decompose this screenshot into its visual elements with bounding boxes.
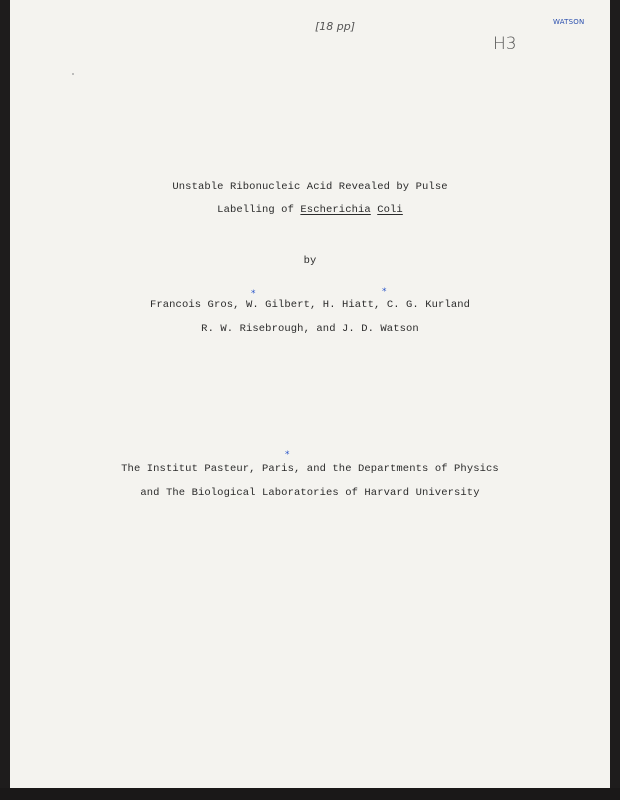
paper-title-line-1: Unstable Ribonucleic Acid Revealed by Pulse bbox=[172, 181, 448, 193]
scan-border bbox=[0, 788, 620, 800]
owner-annotation: WATSON bbox=[553, 18, 585, 26]
document-page bbox=[10, 0, 610, 788]
asterisk-mark: * bbox=[285, 450, 290, 460]
affiliation-physics: and the Departments of Physics bbox=[306, 463, 499, 475]
folder-code-annotation: H3 bbox=[493, 34, 517, 54]
title-species: Escherichia bbox=[300, 204, 371, 216]
author-kurland: C. G. Kurland bbox=[386, 299, 471, 311]
pencil-dot bbox=[72, 73, 74, 75]
authors-gilbert-hiatt: W. Gilbert, H. Hiatt, bbox=[245, 299, 381, 311]
affiliation-pasteur: The Institut Pasteur, Paris, bbox=[121, 463, 301, 475]
title-genus: Coli bbox=[377, 204, 403, 216]
asterisk-mark: * bbox=[382, 287, 387, 297]
page-count-annotation: [18 pp] bbox=[315, 20, 356, 33]
authors-line-1 bbox=[10, 299, 610, 311]
affiliation-line-2: and The Biological Laboratories of Harvard University bbox=[140, 487, 480, 499]
author-gros: Francois Gros, bbox=[149, 299, 240, 311]
paper-title-line-2 bbox=[10, 204, 610, 216]
title-prefix: Labelling of bbox=[217, 204, 294, 216]
authors-line-2: R. W. Risebrough, and J. D. Watson bbox=[201, 323, 419, 335]
asterisk-mark: * bbox=[251, 289, 256, 299]
affiliation-line-1 bbox=[10, 463, 610, 475]
by-label: by bbox=[303, 255, 317, 267]
